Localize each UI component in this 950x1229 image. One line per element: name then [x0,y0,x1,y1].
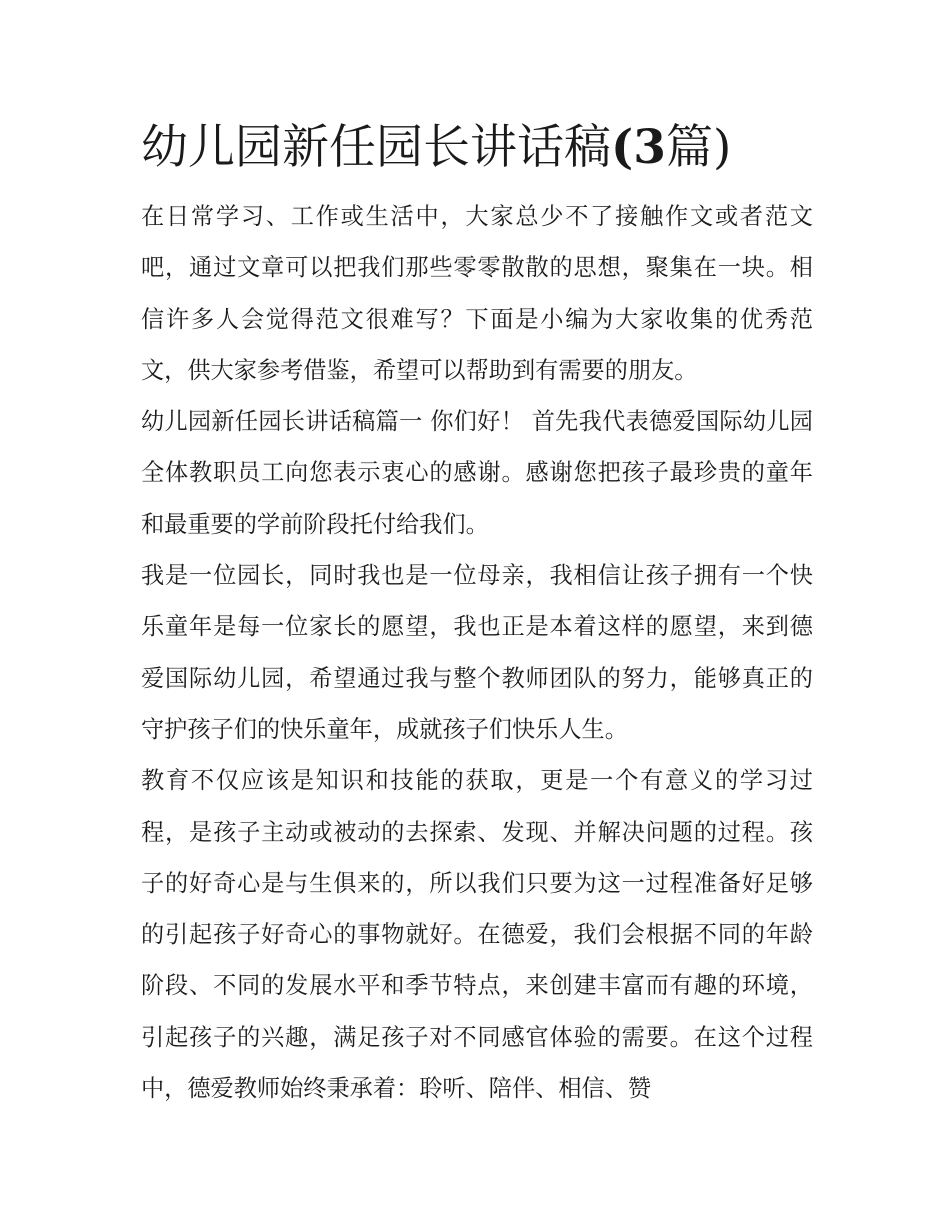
paragraph-greeting: 幼儿园新任园长讲话稿篇一 你们好！ 首先我代表德爱国际幼儿园全体教职员工向您表示衷心的感谢。感谢您把孩子最珍贵的童年和最重要的学前阶段托付给我们。 [141,408,813,538]
title-end: 篇) [665,120,732,175]
document-body [141,112,813,1114]
title-count: (3 [611,120,666,175]
paragraph-intro: 在日常学习、工作或生活中，大家总少不了接触作文或者范文吧，通过文章可以把我们那些零零散散的思想，聚集在一块。相信许多人会觉得范文很难写？下面是小编为大家收集的优秀范文，供大家参考借鉴，希望可以帮助到有需要的朋友。 [141,203,813,384]
paragraph-education: 教育不仅应该是知识和技能的获取，更是一个有意义的学习过程，是孩子主动或被动的去探索、发现、并解决问题的过程。孩子的好奇心是与生俱来的，所以我们只要为这一过程准备好足够的引起孩子好奇心的事物就好。在德爱，我们会根据不同的年龄阶段、不同的发展水平和季节特点，来创建丰富而有趣的环境，引起孩子的兴趣，满足孩子对不同感官体验的需要。在这个过程中，德爱教师始终秉承着：聆听、陪伴、相信、赞 [141,767,813,1103]
document-title [141,112,813,184]
title-main: 幼儿园新任园长讲话稿 [141,120,611,175]
paragraph-mother: 我是一位园长，同时我也是一位母亲，我相信让孩子拥有一个快乐童年是每一位家长的愿望，我也正是本着这样的愿望，来到德爱国际幼儿园，希望通过我与整个教师团队的努力，能够真正的守护孩子们的快乐童年，成就孩子们快乐人生。 [141,562,813,743]
